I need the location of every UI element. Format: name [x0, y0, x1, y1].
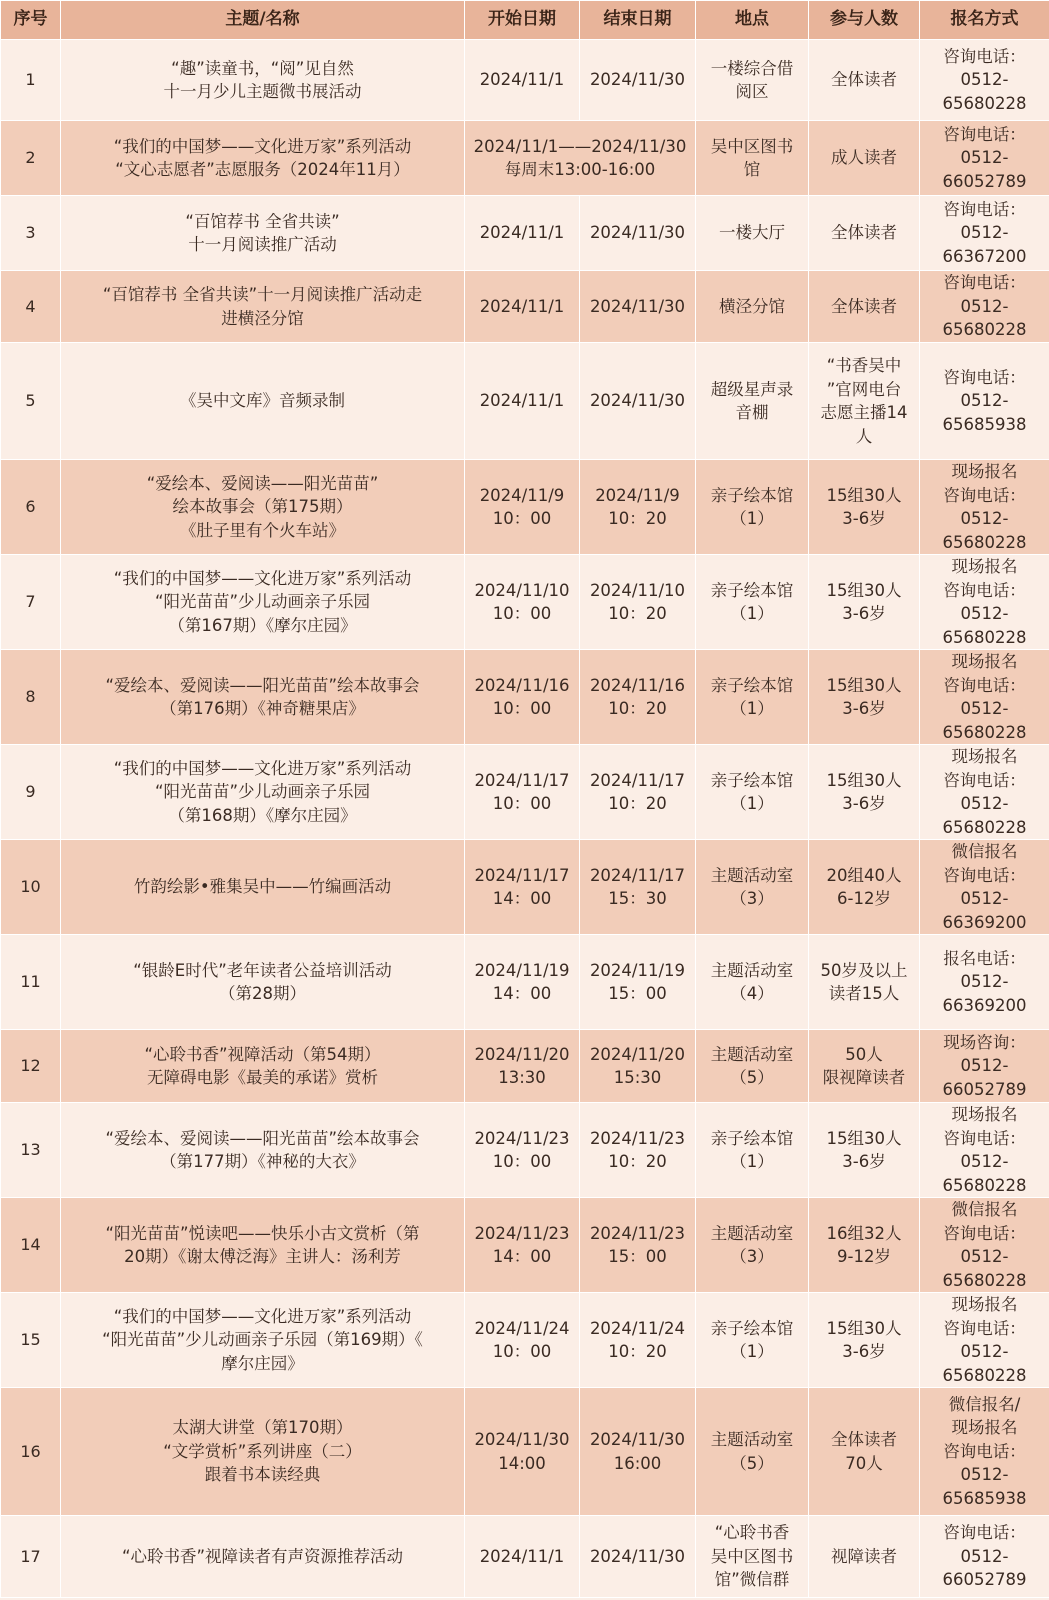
row-index: 15: [1, 1293, 61, 1388]
row-index: 10: [1, 840, 61, 935]
row-location: 一楼大厅: [696, 196, 809, 271]
row-participants: 20组40人 6-12岁: [809, 840, 920, 935]
table-row: [1, 935, 1049, 1030]
row-registration: 咨询电话： 0512- 66052789: [920, 121, 1049, 196]
row-participants: 全体读者 70人: [809, 1388, 920, 1516]
row-title: “心聆书香”视障读者有声资源推荐活动: [61, 1516, 465, 1598]
row-registration: 现场报名 咨询电话： 0512- 65680228: [920, 555, 1049, 650]
row-title: “银龄E时代”老年读者公益培训活动 （第28期）: [61, 935, 465, 1030]
row-participants: 全体读者: [809, 196, 920, 271]
row-end-date: 2024/11/30: [580, 343, 696, 460]
row-title: “我们的中国梦——文化进万家”系列活动 “阳光苗苗”少儿动画亲子乐园 （第167期）《摩尔庄园》: [61, 555, 465, 650]
row-start-date: 2024/11/1: [465, 343, 580, 460]
row-location: 主题活动室 （3）: [696, 840, 809, 935]
row-end-date: 2024/11/20 15:30: [580, 1030, 696, 1103]
row-title: “趣”读童书，“阅”见自然 十一月少儿主题微书展活动: [61, 40, 465, 121]
row-title: “百馆荐书 全省共读” 十一月阅读推广活动: [61, 196, 465, 271]
row-title: “爱绘本、爱阅读——阳光苗苗”绘本故事会 （第177期）《神秘的大衣》: [61, 1103, 465, 1198]
table-row: [1, 1103, 1049, 1198]
table-row: [1, 745, 1049, 840]
row-title: “我们的中国梦——文化进万家”系列活动 “文心志愿者”志愿服务（2024年11月）: [61, 121, 465, 196]
row-title: 太湖大讲堂（第170期） “文学赏析”系列讲座（二） 跟着书本读经典: [61, 1388, 465, 1516]
table-row: [1, 343, 1049, 460]
row-location: 一楼综合借 阅区: [696, 40, 809, 121]
row-location: 亲子绘本馆 （1）: [696, 1103, 809, 1198]
table-row: [1, 196, 1049, 271]
row-registration: 报名电话： 0512- 66369200: [920, 935, 1049, 1030]
row-start-date: 2024/11/20 13:30: [465, 1030, 580, 1103]
row-start-date: 2024/11/17 10：00: [465, 745, 580, 840]
row-title: 《吴中文库》音频录制: [61, 343, 465, 460]
row-start-date: 2024/11/23 14：00: [465, 1198, 580, 1293]
table-row: [1, 121, 1049, 196]
row-registration: 微信报名 咨询电话： 0512- 65680228: [920, 1198, 1049, 1293]
row-index: 6: [1, 460, 61, 555]
header-registration: 报名方式: [920, 1, 1049, 40]
table-row: [1, 40, 1049, 121]
row-participants: 全体读者: [809, 40, 920, 121]
row-end-date: 2024/11/19 15：00: [580, 935, 696, 1030]
row-title: “阳光苗苗”悦读吧——快乐小古文赏析（第 20期）《谢太傅泛海》主讲人：汤利芳: [61, 1198, 465, 1293]
row-participants: 50人 限视障读者: [809, 1030, 920, 1103]
header-title: 主题/名称: [61, 1, 465, 40]
row-participants: 15组30人 3-6岁: [809, 1103, 920, 1198]
row-participants: 全体读者: [809, 271, 920, 343]
row-location: 横泾分馆: [696, 271, 809, 343]
row-index: 3: [1, 196, 61, 271]
table-row: [1, 840, 1049, 935]
row-participants: 视障读者: [809, 1516, 920, 1598]
row-start-date: 2024/11/9 10：00: [465, 460, 580, 555]
row-title: “心聆书香”视障活动（第54期） 无障碍电影《最美的承诺》赏析: [61, 1030, 465, 1103]
row-end-date: 2024/11/16 10：20: [580, 650, 696, 745]
row-registration: 咨询电话： 0512- 65685938: [920, 343, 1049, 460]
row-start-date: 2024/11/19 14：00: [465, 935, 580, 1030]
row-registration: 现场报名 咨询电话： 0512- 65680228: [920, 1103, 1049, 1198]
header-participants: 参与人数: [809, 1, 920, 40]
row-participants: 16组32人 9-12岁: [809, 1198, 920, 1293]
row-participants: “书香吴中 ”官网电台 志愿主播14 人: [809, 343, 920, 460]
row-registration: 微信报名 咨询电话： 0512- 66369200: [920, 840, 1049, 935]
row-title: “我们的中国梦——文化进万家”系列活动 “阳光苗苗”少儿动画亲子乐园 （第168期）《摩尔庄园》: [61, 745, 465, 840]
row-start-date: 2024/11/1: [465, 196, 580, 271]
row-registration: 咨询电话： 0512- 66052789: [920, 1516, 1049, 1598]
row-registration: 微信报名/ 现场报名 咨询电话： 0512- 65685938: [920, 1388, 1049, 1516]
row-end-date: 2024/11/9 10：20: [580, 460, 696, 555]
row-index: 12: [1, 1030, 61, 1103]
row-participants: 成人读者: [809, 121, 920, 196]
table-row: [1, 1198, 1049, 1293]
row-location: “心聆书香 吴中区图书 馆”微信群: [696, 1516, 809, 1598]
row-title: “爱绘本、爱阅读——阳光苗苗”绘本故事会 （第176期）《神奇糖果店》: [61, 650, 465, 745]
row-end-date: 2024/11/30: [580, 196, 696, 271]
row-end-date: 2024/11/10 10：20: [580, 555, 696, 650]
row-title: “爱绘本、爱阅读——阳光苗苗” 绘本故事会（第175期） 《肚子里有个火车站》: [61, 460, 465, 555]
row-location: 超级星声录 音棚: [696, 343, 809, 460]
row-index: 11: [1, 935, 61, 1030]
table-row: [1, 1388, 1049, 1516]
row-end-date: 2024/11/30 16:00: [580, 1388, 696, 1516]
row-registration: 咨询电话： 0512- 66367200: [920, 196, 1049, 271]
table-row: [1, 1293, 1049, 1388]
row-participants: 15组30人 3-6岁: [809, 650, 920, 745]
row-location: 亲子绘本馆 （1）: [696, 1293, 809, 1388]
row-registration: 现场报名 咨询电话： 0512- 65680228: [920, 1293, 1049, 1388]
row-start-date: 2024/11/10 10：00: [465, 555, 580, 650]
row-start-date: 2024/11/30 14:00: [465, 1388, 580, 1516]
row-title: “我们的中国梦——文化进万家”系列活动 “阳光苗苗”少儿动画亲子乐园（第169期）《 摩尔庄园》: [61, 1293, 465, 1388]
row-end-date: 2024/11/30: [580, 1516, 696, 1598]
table-row: [1, 460, 1049, 555]
row-registration: 咨询电话： 0512- 65680228: [920, 271, 1049, 343]
header-row: [1, 1, 1049, 40]
row-index: 14: [1, 1198, 61, 1293]
row-index: 17: [1, 1516, 61, 1598]
row-index: 7: [1, 555, 61, 650]
row-start-date: 2024/11/16 10：00: [465, 650, 580, 745]
header-end-date: 结束日期: [580, 1, 696, 40]
row-index: 2: [1, 121, 61, 196]
row-participants: 50岁及以上 读者15人: [809, 935, 920, 1030]
row-end-date: 2024/11/30: [580, 40, 696, 121]
row-registration: 现场报名 咨询电话： 0512- 65680228: [920, 650, 1049, 745]
row-registration: 咨询电话： 0512- 65680228: [920, 40, 1049, 121]
row-start-date: 2024/11/1: [465, 271, 580, 343]
row-start-date: 2024/11/24 10：00: [465, 1293, 580, 1388]
table-row: [1, 555, 1049, 650]
row-registration: 现场咨询： 0512- 66052789: [920, 1030, 1049, 1103]
row-location: 亲子绘本馆 （1）: [696, 650, 809, 745]
header-location: 地点: [696, 1, 809, 40]
row-index: 13: [1, 1103, 61, 1198]
row-registration: 现场报名 咨询电话： 0512- 65680228: [920, 745, 1049, 840]
row-start-date: 2024/11/1: [465, 40, 580, 121]
row-index: 4: [1, 271, 61, 343]
row-registration: 现场报名 咨询电话： 0512- 65680228: [920, 460, 1049, 555]
row-index: 8: [1, 650, 61, 745]
header-index: 序号: [1, 1, 61, 40]
row-index: 5: [1, 343, 61, 460]
row-date-range: 2024/11/1——2024/11/30 每周末13:00-16:00: [465, 121, 696, 196]
row-participants: 15组30人 3-6岁: [809, 555, 920, 650]
row-index: 9: [1, 745, 61, 840]
row-end-date: 2024/11/23 10：20: [580, 1103, 696, 1198]
row-location: 主题活动室 （3）: [696, 1198, 809, 1293]
table-row: [1, 1030, 1049, 1103]
row-location: 亲子绘本馆 （1）: [696, 555, 809, 650]
row-location: 亲子绘本馆 （1）: [696, 745, 809, 840]
row-index: 16: [1, 1388, 61, 1516]
row-end-date: 2024/11/23 15：00: [580, 1198, 696, 1293]
row-end-date: 2024/11/17 15：30: [580, 840, 696, 935]
row-start-date: 2024/11/17 14：00: [465, 840, 580, 935]
row-participants: 15组30人 3-6岁: [809, 460, 920, 555]
row-location: 亲子绘本馆 （1）: [696, 460, 809, 555]
row-start-date: 2024/11/23 10：00: [465, 1103, 580, 1198]
table-row: [1, 650, 1049, 745]
table-row: [1, 1516, 1049, 1598]
table-row: [1, 271, 1049, 343]
header-start-date: 开始日期: [465, 1, 580, 40]
row-end-date: 2024/11/17 10：20: [580, 745, 696, 840]
row-location: 主题活动室 （5）: [696, 1030, 809, 1103]
row-end-date: 2024/11/30: [580, 271, 696, 343]
row-start-date: 2024/11/1: [465, 1516, 580, 1598]
row-location: 主题活动室 （5）: [696, 1388, 809, 1516]
row-participants: 15组30人 3-6岁: [809, 745, 920, 840]
row-location: 主题活动室 （4）: [696, 935, 809, 1030]
row-title: “百馆荐书 全省共读”十一月阅读推广活动走 进横泾分馆: [61, 271, 465, 343]
row-location: 吴中区图书 馆: [696, 121, 809, 196]
row-participants: 15组30人 3-6岁: [809, 1293, 920, 1388]
row-title: 竹韵绘影•雅集吴中——竹编画活动: [61, 840, 465, 935]
row-end-date: 2024/11/24 10：20: [580, 1293, 696, 1388]
row-index: 1: [1, 40, 61, 121]
